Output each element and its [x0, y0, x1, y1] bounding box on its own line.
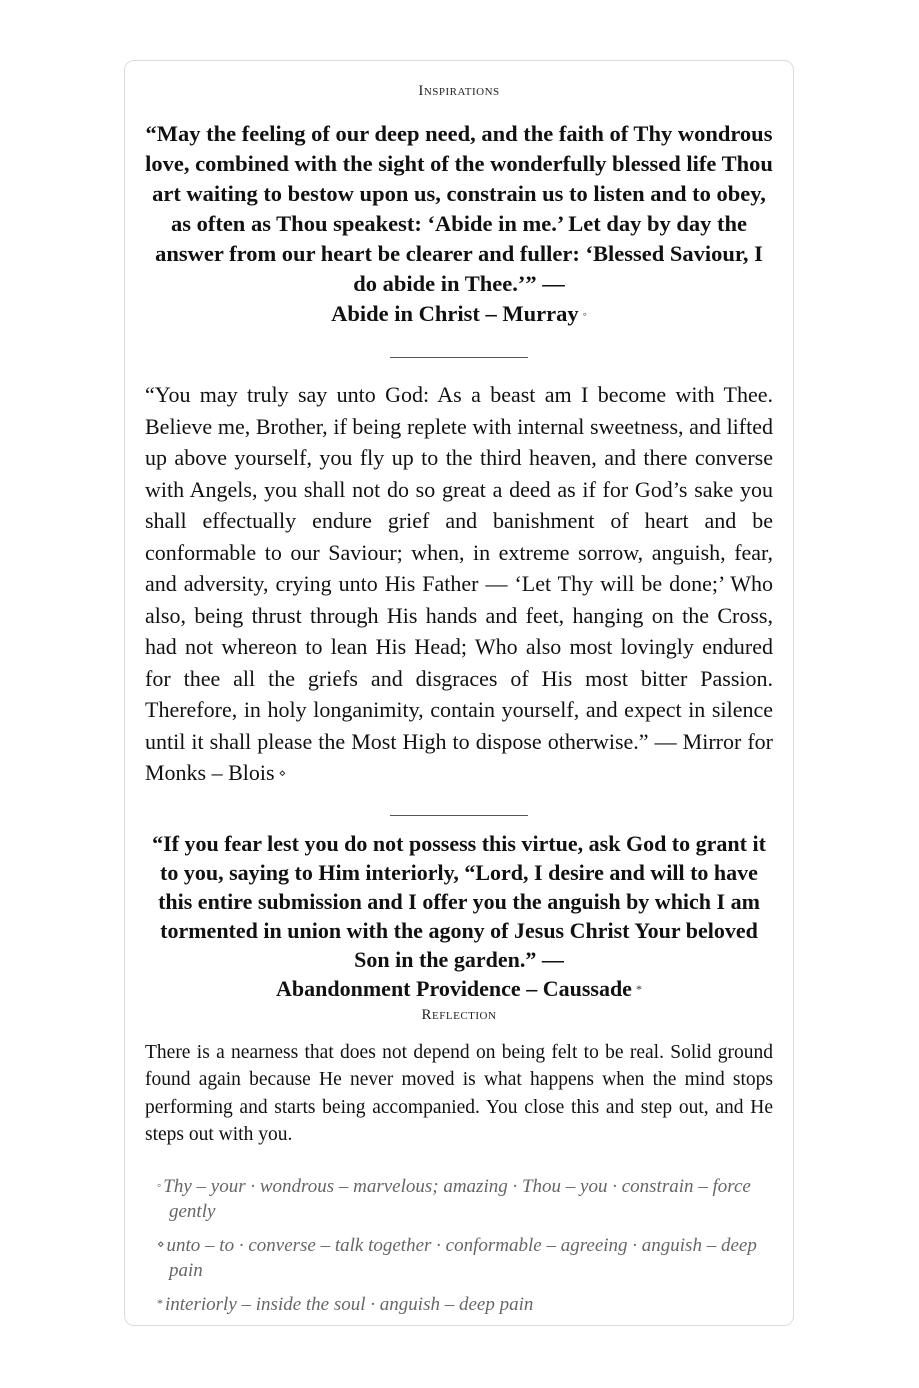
reflection-heading: Reflection — [421, 1007, 497, 1023]
glossary-notes — [145, 1173, 773, 1325]
glossary-note — [145, 1232, 773, 1283]
inspirations-heading: Inspirations — [418, 83, 500, 99]
reflection-text: There is a nearness that does not depend on being felt to be real. Solid ground found again because He never moved is what happens when the mind stops performing and starts being accompanied. You close this and step out, and He steps out with you. — [145, 1042, 773, 1145]
quote-murray-attribution — [331, 301, 587, 326]
quote-murray-source: Abide in Christ – Murray — [331, 301, 579, 326]
note-mark: ⋄ — [157, 1237, 165, 1251]
quote-caussade — [145, 829, 773, 1004]
quote-blois-source: Mirror for Monks – Blois — [145, 728, 774, 785]
note-text: unto – to · converse – talk together · conformable – agreeing · anguish – deep pain — [166, 1235, 757, 1281]
footnote-mark-circle: ◦ — [582, 307, 587, 321]
inspiration-card — [124, 60, 794, 1326]
quote-blois — [145, 379, 773, 790]
quote-caussade-source: Abandonment Providence – Caussade — [276, 976, 632, 1001]
glossary-note — [145, 1173, 773, 1224]
footnote-mark-asterisk: * — [635, 982, 642, 996]
note-mark: ◦ — [157, 1178, 162, 1192]
section-divider — [390, 815, 528, 816]
section-divider — [390, 357, 528, 358]
quote-murray-text: “May the feeling of our deep need, and the faith of Thy wondrous love, combined with the sight of the wonderfully blessed life Thou art waiting to bestow upon us, constrain us to listen and to obey, as often as Thou speakest: ‘Abide in me.’ Let day by day the answer from our heart be clearer and fuller: ‘Blessed Saviour, I do abide in Thee.’” — — [145, 121, 773, 296]
note-mark: * — [157, 1296, 163, 1310]
quote-murray — [145, 119, 773, 329]
quote-blois-text: “You may truly say unto God: As a beast am I become with Thee. Believe me, Brother, if being replete with internal sweetness, and lifted up above yourself, you fly up to the third heaven, and there converse with Angels, you shall not do so great a deed as if for God’s sake you shall effectually endure grief and banishment of heart and be conformable to our Saviour; when, in extreme sorrow, anguish, fear, and adversity, crying unto His Father — ‘Let Thy will be done;’ Who also, being thrust through His hands and feet, hanging on the Cross, had not whereon to lean His Head; Who also most lovingly endured for thee all the griefs and disgraces of His most bitter Passion. Therefore, in holy longanimity, contain yourself, and expect in silence until it shall please the Most High to dispose otherwise.” — — [145, 382, 773, 754]
note-text: Thy – your · wondrous – marvelous; amazing · Thou – you · constrain – force gently — [163, 1176, 751, 1222]
footnote-mark-diamond: ⋄ — [278, 766, 287, 780]
quote-caussade-text: “If you fear lest you do not possess this virtue, ask God to grant it to you, saying to Him interiorly, “Lord, I desire and will to have this entire submission and I offer you the anguish by which I am tormented in union with the agony of Jesus Christ Your beloved Son in the garden.” — — [152, 831, 766, 972]
quote-caussade-attribution — [276, 976, 642, 1001]
glossary-note — [145, 1291, 773, 1317]
note-text: interiorly – inside the soul · anguish – deep pain — [165, 1294, 534, 1315]
